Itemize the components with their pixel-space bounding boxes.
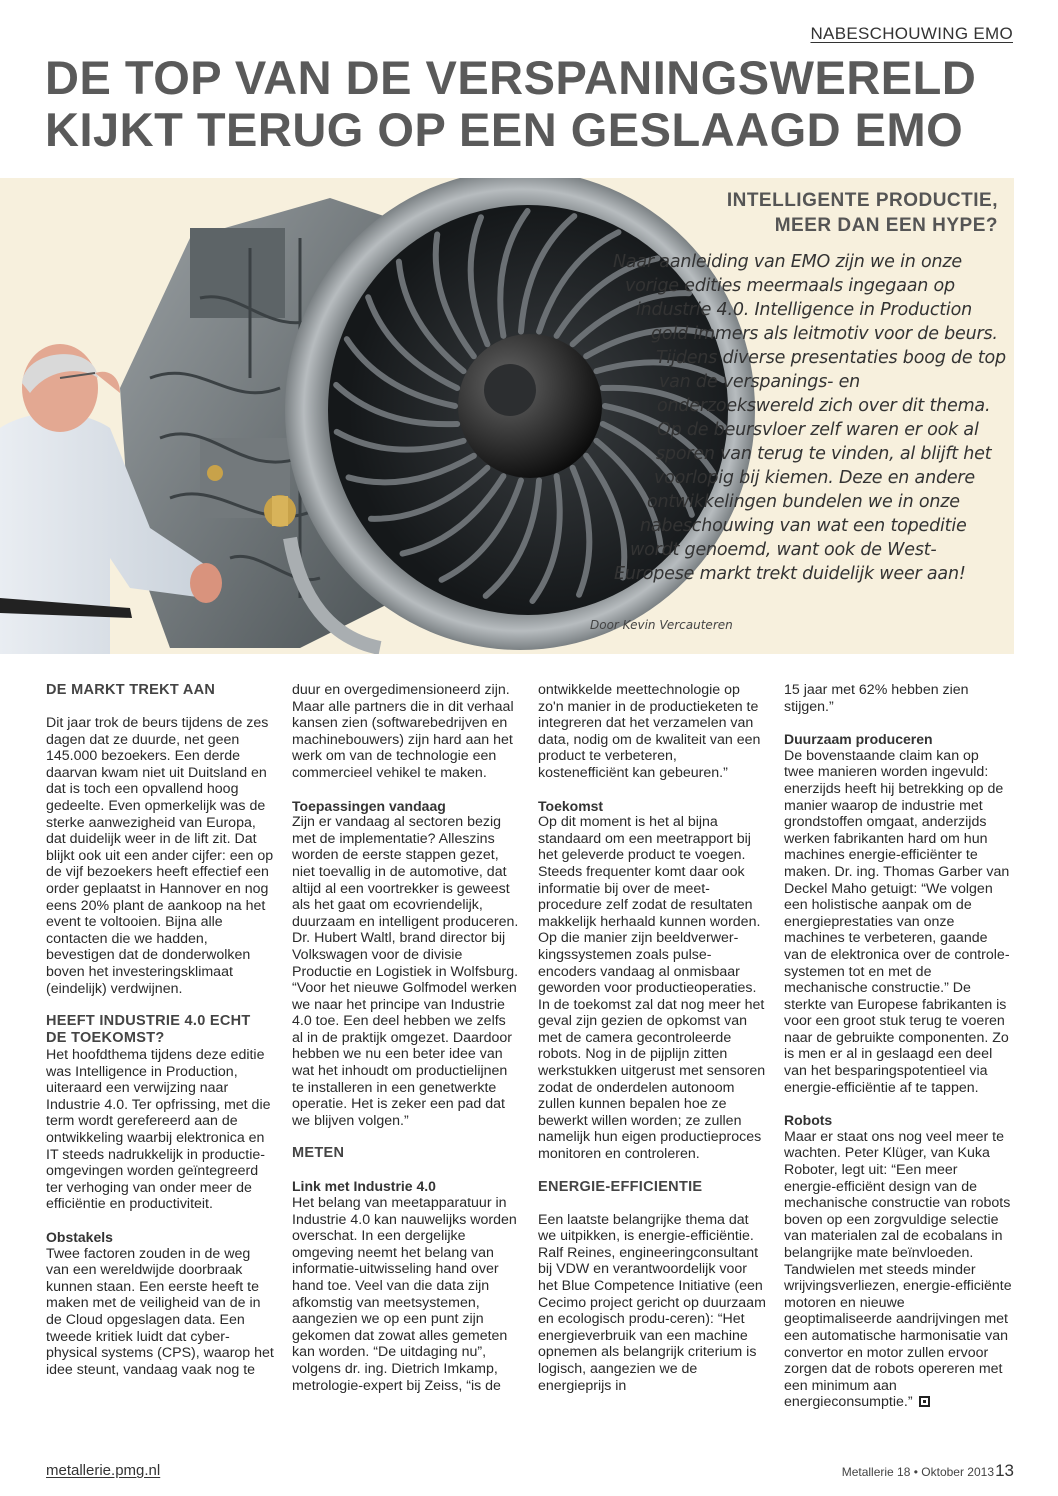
intro-title-line-1: INTELLIGENTE PRODUCTIE, [726,190,998,211]
intro-line: sporen van terug te vinden, al blijft het [656,444,992,464]
page-number: 13 [995,1461,1014,1480]
section-heading [46,1013,274,1047]
text: Toekomst [538,797,604,814]
paragraph [538,814,766,1162]
paragraph [538,682,766,782]
intro-line: wordt genoemd, want ook de West- [630,540,937,560]
paragraph [784,748,1012,1096]
text: Een laatste belangrijke thema dat we uitpikken, is energie-efficiëntie. Ralf Reines, engineeringconsultant bij VDW en verantwoordelijk voor het Blue Competence Initiative (een Cecimo project gericht op duurzaam en ecologisch produ-ceren): “Het energieverbruik van een machine opnemen als belangrijk criterium is logisch, aangezien we de energieprijs in [538,1211,766,1394]
text: ENERGIE-EFFICIENTIE [538,1178,703,1195]
text: Dit jaar trok de beurs tijdens de zes dagen dat ze duurde, net geen 145.000 bezoekers. Een derde daarvan kwam niet uit Duitsland en dat is toch een opvallend hoog gedeelte. Even opmerkelijk was de sterke aanwezigheid van Europa, dat duidelijk weer in de lift zit. Dat blijkt ook uit een ander cijfer: een op de vijf bezoekers heeft effectief een order geplaatst in Hannover en nog eens 20% plant de aankoop na het event te voltooien. Bijna alle contacten die we hadden, bevestigen dat de donderwolken boven het investeringsklimaat (eindelijk) verdwijnen. [46,715,274,997]
paragraph [46,1246,274,1379]
intro-line: onderzoekswereld zich over dit thema. [657,396,991,416]
text: DE MARKT TREKT AAN [46,682,216,698]
text: Twee factoren zouden in de weg van een wereldwijde doorbraak kunnen staan. Een eerste heeft te maken met de veiligheid van de in de Cloud opgeslagen data. Een tweede kritiek luidt dat cyber-physical systems (CPS), waarop het idee steunt, vandaag vaak nog te [46,1245,274,1378]
intro-line: Naar aanleiding van EMO zijn we in onze [613,252,962,272]
author-byline: Door Kevin Vercauteren [590,618,733,632]
text: ontwikkelde meettechnologie op zo'n manier in de productieketen te integreren dat het verzamelen van data, nodig om de kwaliteit van een product te verbeteren, kostenefficiënt kan gebeuren.” [538,682,761,781]
text: Robots [784,1112,833,1129]
paragraph [46,715,274,997]
subheading [292,798,520,815]
intro-line: Op de beursvloer zelf waren er ook al [657,420,979,440]
paragraph [538,1212,766,1395]
subheading [538,798,766,815]
intro-line: voorlopig bij kiemen. Deze en andere [654,468,975,488]
text: Toepassingen vandaag [292,797,446,814]
text: Link met Industrie 4.0 [292,1178,436,1195]
subheading [784,731,1012,748]
headline [45,52,1025,156]
text: Maar er staat ons nog veel meer te wachten. Peter Klüger, van Kuka Roboter, legt uit: “Een meer energie-efficiënt design van de mechanische constructie van robots boven op een zorgvuldige selectie van materialen zal de ecobalans in belangrijke mate beïnvloeden. Tandwielen met steeds minder wrijvingsverliezen, energie-efficiënte motoren en nieuwe geoptimaliseerde aandrijvingen met een automatische harmonisatie van convertor en motor zullen ervoor zorgen dat de robots opereren met een minimum aan energieconsumptie.” [784,1128,1012,1411]
text: Duurzaam produceren [784,731,933,748]
paragraph [292,814,520,1129]
intro-title [578,188,998,238]
text: 15 jaar met 62% hebben zien stijgen.” [784,682,969,715]
text: HEEFT INDUSTRIE 4.0 ECHT DE TOEKOMST? [46,1013,251,1047]
footer-issue-info: Metallerie 18 • Oktober 2013 [841,1465,994,1479]
intro-line: van de verspanings- en [659,372,861,392]
intro-line: gold immers als leitmotiv voor de beurs. [651,324,998,344]
subheading [46,1229,274,1246]
text: Het belang van meetapparatuur in Industrie 4.0 kan nauwelijks worden overschat. In een dergelijke omgeving neemt het belang van informatie-uitwisseling hand over hand toe. Veel van die data zijn afkomstig van meetsystemen, aangezien we op een punt zijn gekomen dat zowat alles gemeten kan worden. “De uitdaging nu”, volgens dr. ing. Dietrich Imkamp, metrologie-expert bij Zeiss, “is de [292,1195,517,1394]
section-heading [538,1179,766,1196]
intro-line: industrie 4.0. Intelligence in Production [636,300,972,320]
intro-line: Europese markt trekt duidelijk weer aan! [614,564,966,584]
paragraph [784,682,1012,715]
paragraph [784,1129,1012,1411]
subheading [292,1178,520,1195]
paragraph [292,1195,520,1394]
section-label: NABESCHOUWING EMO [810,24,1013,43]
text: Het hoofdthema tijdens deze editie was Intelligence in Production, uiteraard een verwijzing naar Industrie 4.0. Ter opfrissing, met die term wordt gerefereerd aan de ontwikkeling waarbij elektronica en IT steeds nadrukkelijk in productie-omgevingen worden geïntegreerd ter verhoging van onder meer de efficiëntie en productiviteit. [46,1047,271,1213]
text: De bovenstaande claim kan op twee manieren worden ingevuld: enerzijds heeft hij betrekking op de manier waarop de industrie met grondstoffen omgaat, anderzijds werken fabrikanten hard om hun machines energie-efficiënter te maken. Dr. ing. Thomas Garber van Deckel Maho getuigt: “We volgen een holistische aanpak om de energieprestaties van onze machines te verbeteren, gaande van de elektronica over de controle-systemen tot en met de mechanische constructie.” De sterkte van Europese fabrikanten is voor een groot stuk terug te voeren naar de gebruikte componenten. Zo is men er al in geslaagd een deel van het besparingspotentieel via energie-efficiëntie af te tappen. [784,747,1010,1096]
article-column-4 [784,682,1012,1411]
paragraph [46,1047,274,1213]
section-heading [46,682,274,699]
article-column-3 [538,682,766,1394]
headline-line-2: KIJKT TERUG OP EEN GESLAAGD EMO [45,103,964,156]
article-column-1 [46,682,274,1378]
paragraph [292,682,520,782]
end-of-article-box-icon [919,1396,930,1407]
footer-website-link[interactable]: metallerie.pmg.nl [46,1462,161,1479]
text: duur en overgedimensioneerd zijn. Maar alle partners die in dit verhaal kansen zien (softwarebedrijven en machinebouwers) zijn hard aan het werk om van de technologie een commercieel vehikel te maken. [292,682,514,781]
article-column-2 [292,682,520,1394]
intro-line: nabeschouwing van wat een topeditie [640,516,967,536]
headline-line-1: DE TOP VAN DE VERSPANINGSWERELD [45,51,977,104]
text: Zijn er vandaag al sectoren bezig met de implementatie? Alleszins worden de eerste stappen gezet, niet toevallig in de automotive, dat altijd al een voortrekker is geweest als het gaat om ecovriendelijk, duurzaam en intelligent produceren. Dr. Hubert Waltl, brand director bij Volkswagen voor de divisie Productie en Logistiek in Wolfsburg. “Voor het nieuwe Golfmodel werken we naar het principe van Industrie 4.0 toe. Een deel hebben we zelfs al in de praktijk omgezet. Daardoor hebben we nu een beter idee van wat het inhoudt om productielijnen te installeren in een genetwerkte operatie. Het is zeker een pad dat we blijven volgen.” [292,814,519,1129]
intro-line: Tijdens diverse presentaties boog de top [656,348,1006,368]
section-heading [292,1145,520,1162]
text: METEN [292,1145,345,1162]
subheading [784,1112,1012,1129]
intro-line: vorige edities meermaals ingegaan op [625,276,955,296]
intro-title-line-2: MEER DAN EEN HYPE? [774,215,998,236]
text: Op dit moment is het al bijna standaard om een meetrapport bij het geleverde product te voegen. Steeds frequenter komt daar ook informatie bij over de meet-procedure zelf zodat de resultaten makkelijk herhaald kunnen worden. Op die manier zijn beeldverwer-kingssystemen zoals pulse-encoders vandaag al onmisbaar geworden voor productieoperaties. In de toekomst zal dat nog meer het geval zijn gezien de opkomst van met de camera gecontroleerde robots. Nog in de pijplijn zitten werkstukken uitgerust met sensoren zodat de onderdelen autonoom zullen kunnen bepalen hoe ze bewerkt willen worden; ze zullen namelijk hun eigen productieproces monitoren en controleren. [538,814,766,1163]
text: Obstakels [46,1229,113,1246]
intro-line: ontwikkelingen bundelen we in onze [647,492,960,512]
